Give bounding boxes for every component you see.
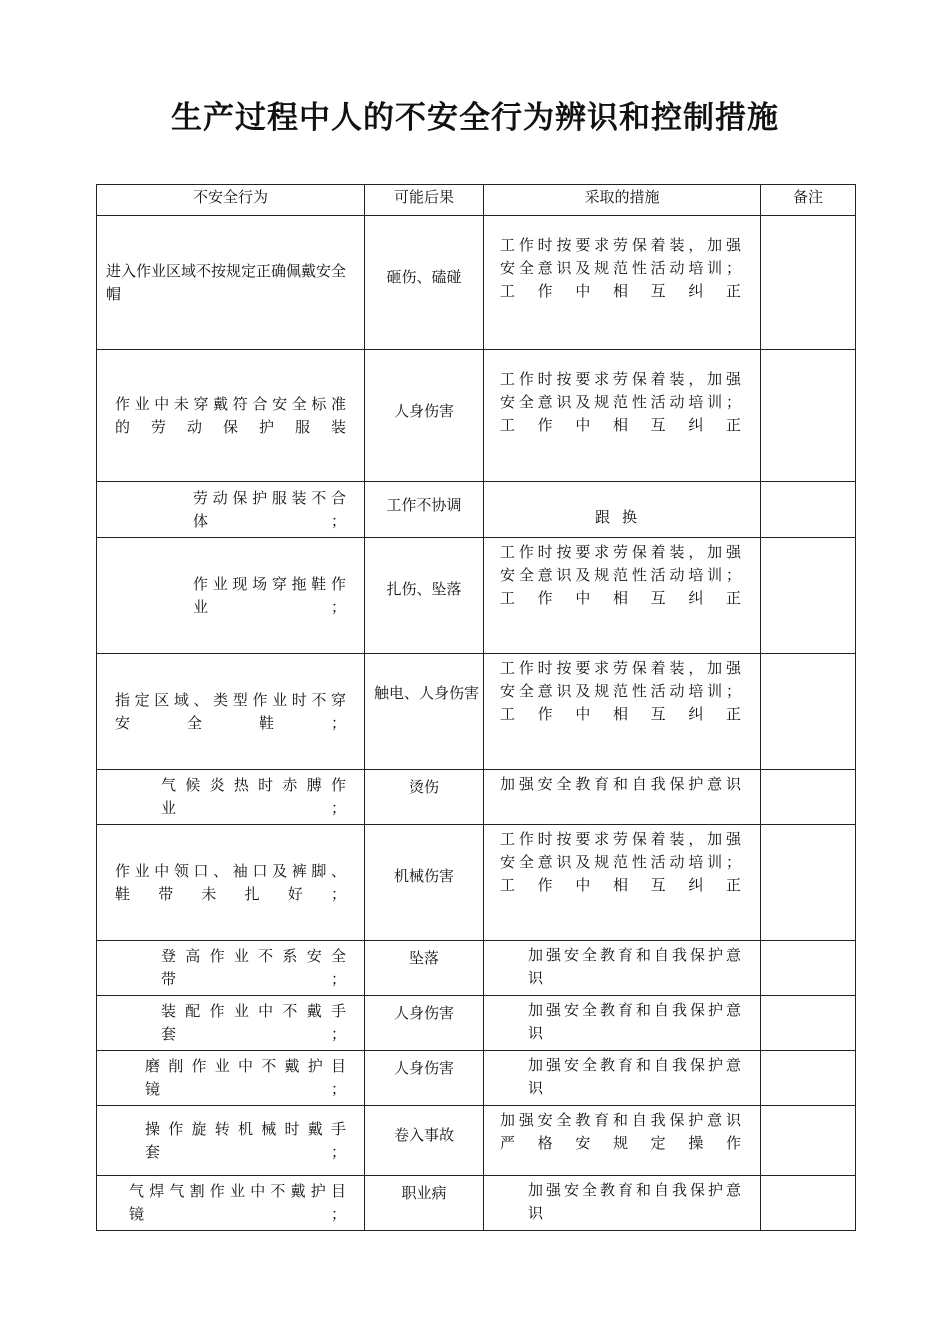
consequence-cell: 人身伤害	[365, 996, 484, 1051]
header-consequence: 可能后果	[365, 185, 484, 216]
measure-cell: 加强安全教育和自我保护意识严格安规定操作	[484, 1106, 761, 1176]
remark-cell	[761, 770, 856, 825]
remark-cell	[761, 654, 856, 770]
behavior-cell: 气候炎热时赤膊作业；	[97, 770, 365, 825]
behavior-cell: 登高作业不系安全带；	[97, 941, 365, 996]
unsafe-behavior-table	[96, 184, 856, 1231]
measure-cell: 加强安全教育和自我保护意识	[484, 1176, 761, 1231]
consequence-cell: 工作不协调	[365, 482, 484, 538]
remark-cell	[761, 941, 856, 996]
remark-cell	[761, 482, 856, 538]
remark-cell	[761, 350, 856, 482]
behavior-cell: 作业中未穿戴符合安全标准的劳动保护服装	[97, 350, 365, 482]
table-row	[97, 654, 856, 770]
measure-cell: 工作时按要求劳保着装，加强安全意识及规范性活动培训；工作中相互纠正	[484, 654, 761, 770]
measure-cell: 加强安全教育和自我保护意识	[484, 996, 761, 1051]
table-row	[97, 996, 856, 1051]
table-header-row	[97, 185, 856, 216]
measure-cell: 工作时按要求劳保着装，加强安全意识及规范性活动培训；工作中相互纠正	[484, 825, 761, 941]
header-behavior: 不安全行为	[97, 185, 365, 216]
behavior-cell: 操作旋转机械时戴手套；	[97, 1106, 365, 1176]
header-measure: 采取的措施	[484, 185, 761, 216]
behavior-cell: 作业现场穿拖鞋作业；	[97, 538, 365, 654]
table-row	[97, 1176, 856, 1231]
behavior-cell: 磨削作业中不戴护目镜；	[97, 1051, 365, 1106]
page-title: 生产过程中人的不安全行为辨识和控制措施	[171, 100, 779, 136]
table-row	[97, 538, 856, 654]
table-row	[97, 350, 856, 482]
table-row	[97, 1051, 856, 1106]
remark-cell	[761, 1106, 856, 1176]
table-row	[97, 1106, 856, 1176]
consequence-cell: 砸伤、磕碰	[365, 216, 484, 350]
header-remark: 备注	[761, 185, 856, 216]
table-row	[97, 941, 856, 996]
measure-cell: 加强安全教育和自我保护意识	[484, 941, 761, 996]
consequence-cell: 职业病	[365, 1176, 484, 1231]
remark-cell	[761, 216, 856, 350]
consequence-cell: 烫伤	[365, 770, 484, 825]
table-row	[97, 482, 856, 538]
remark-cell	[761, 825, 856, 941]
behavior-cell: 作业中领口、袖口及裤脚、鞋带未扎好；	[97, 825, 365, 941]
measure-cell: 跟换	[484, 482, 761, 538]
remark-cell	[761, 1051, 856, 1106]
table-row	[97, 770, 856, 825]
consequence-cell: 人身伤害	[365, 1051, 484, 1106]
table-row	[97, 825, 856, 941]
consequence-cell: 机械伤害	[365, 825, 484, 941]
measure-cell: 加强安全教育和自我保护意识	[484, 1051, 761, 1106]
behavior-cell: 指定区域、类型作业时不穿安全鞋；	[97, 654, 365, 770]
behavior-cell: 气焊气割作业中不戴护目镜；	[97, 1176, 365, 1231]
consequence-cell: 卷入事故	[365, 1106, 484, 1176]
remark-cell	[761, 996, 856, 1051]
consequence-cell: 人身伤害	[365, 350, 484, 482]
measure-cell: 加强安全教育和自我保护意识	[484, 770, 761, 825]
remark-cell	[761, 1176, 856, 1231]
behavior-cell: 装配作业中不戴手套；	[97, 996, 365, 1051]
consequence-cell: 触电、人身伤害	[365, 654, 484, 770]
behavior-cell: 劳动保护服装不合体；	[97, 482, 365, 538]
table-row	[97, 216, 856, 350]
remark-cell	[761, 538, 856, 654]
measure-cell: 工作时按要求劳保着装，加强安全意识及规范性活动培训；工作中相互纠正	[484, 350, 761, 482]
measure-cell: 工作时按要求劳保着装，加强安全意识及规范性活动培训；工作中相互纠正	[484, 538, 761, 654]
consequence-cell: 扎伤、坠落	[365, 538, 484, 654]
behavior-cell: 进入作业区域不按规定正确佩戴安全帽	[97, 216, 365, 350]
consequence-cell: 坠落	[365, 941, 484, 996]
measure-cell: 工作时按要求劳保着装，加强安全意识及规范性活动培训；工作中相互纠正	[484, 216, 761, 350]
